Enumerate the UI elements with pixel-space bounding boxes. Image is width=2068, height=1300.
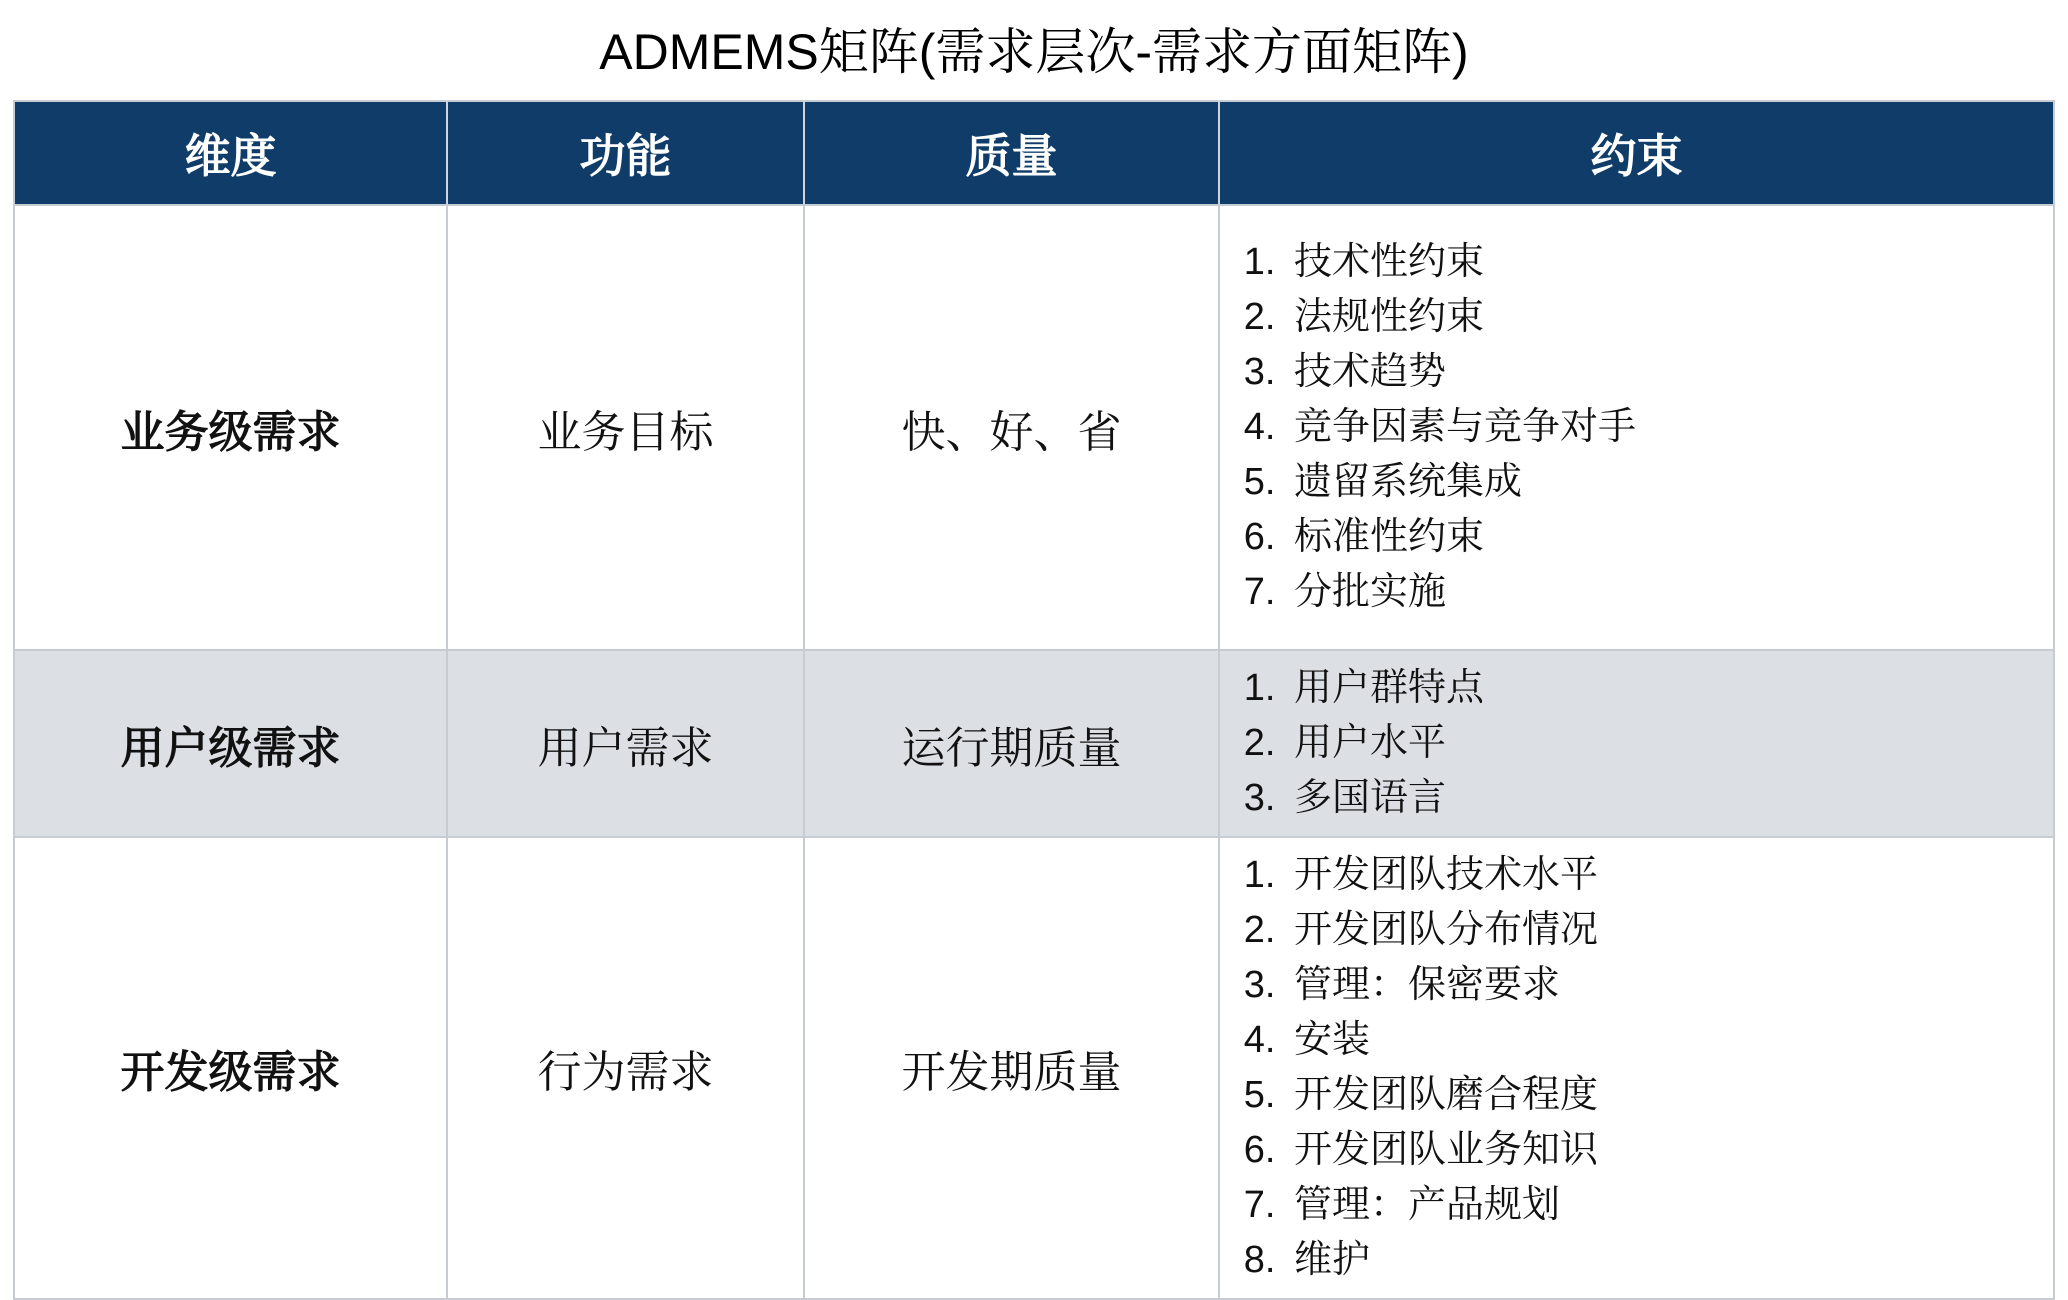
- function-cell: 业务目标: [447, 205, 804, 650]
- table-row-user: [14, 650, 2054, 837]
- constraint-item: 2. 开发团队分布情况: [1286, 903, 2043, 958]
- constraint-item: 2. 用户水平: [1286, 716, 2043, 771]
- function-cell: 行为需求: [447, 837, 804, 1299]
- column-header-dimension: 维度: [14, 101, 447, 205]
- constraint-item: 7. 分批实施: [1286, 565, 2043, 620]
- constraint-item: 5. 遗留系统集成: [1286, 455, 2043, 510]
- constraints-cell: [1219, 837, 2054, 1299]
- constraint-item: 3. 技术趋势: [1286, 345, 2043, 400]
- function-cell: 用户需求: [447, 650, 804, 837]
- quality-cell: 快、好、省: [804, 205, 1219, 650]
- column-header-function: 功能: [447, 101, 804, 205]
- constraint-item: 1. 技术性约束: [1286, 235, 2043, 290]
- column-header-constraint: 约束: [1219, 101, 2054, 205]
- constraint-item: 8. 维护: [1286, 1233, 2043, 1288]
- dimension-cell: 业务级需求: [14, 205, 447, 650]
- dimension-cell: 用户级需求: [14, 650, 447, 837]
- constraint-item: 7. 管理：产品规划: [1286, 1178, 2043, 1233]
- table-row-development: [14, 837, 2054, 1299]
- table-row-business: [14, 205, 2054, 650]
- constraints-cell: [1219, 205, 2054, 650]
- constraint-item: 5. 开发团队磨合程度: [1286, 1068, 2043, 1123]
- header-row: [14, 101, 2054, 205]
- dimension-cell: 开发级需求: [14, 837, 447, 1299]
- constraint-item: 3. 多国语言: [1286, 771, 2043, 826]
- constraints-list: [1220, 661, 2043, 826]
- constraint-item: 4. 竞争因素与竞争对手: [1286, 400, 2043, 455]
- column-header-quality: 质量: [804, 101, 1219, 205]
- constraint-item: 1. 用户群特点: [1286, 661, 2043, 716]
- constraint-item: 1. 开发团队技术水平: [1286, 848, 2043, 903]
- constraint-item: 6. 开发团队业务知识: [1286, 1123, 2043, 1178]
- constraint-item: 3. 管理：保密要求: [1286, 958, 2043, 1013]
- quality-cell: 运行期质量: [804, 650, 1219, 837]
- constraints-list: [1220, 235, 2043, 620]
- constraints-cell: [1219, 650, 2054, 837]
- constraint-item: 4. 安装: [1286, 1013, 2043, 1068]
- constraint-item: 2. 法规性约束: [1286, 290, 2043, 345]
- admems-matrix-table: [13, 100, 2055, 1300]
- constraint-item: 6. 标准性约束: [1286, 510, 2043, 565]
- quality-cell: 开发期质量: [804, 837, 1219, 1299]
- page-title: ADMEMS矩阵(需求层次-需求方面矩阵): [599, 24, 1469, 80]
- constraints-list: [1220, 848, 2043, 1288]
